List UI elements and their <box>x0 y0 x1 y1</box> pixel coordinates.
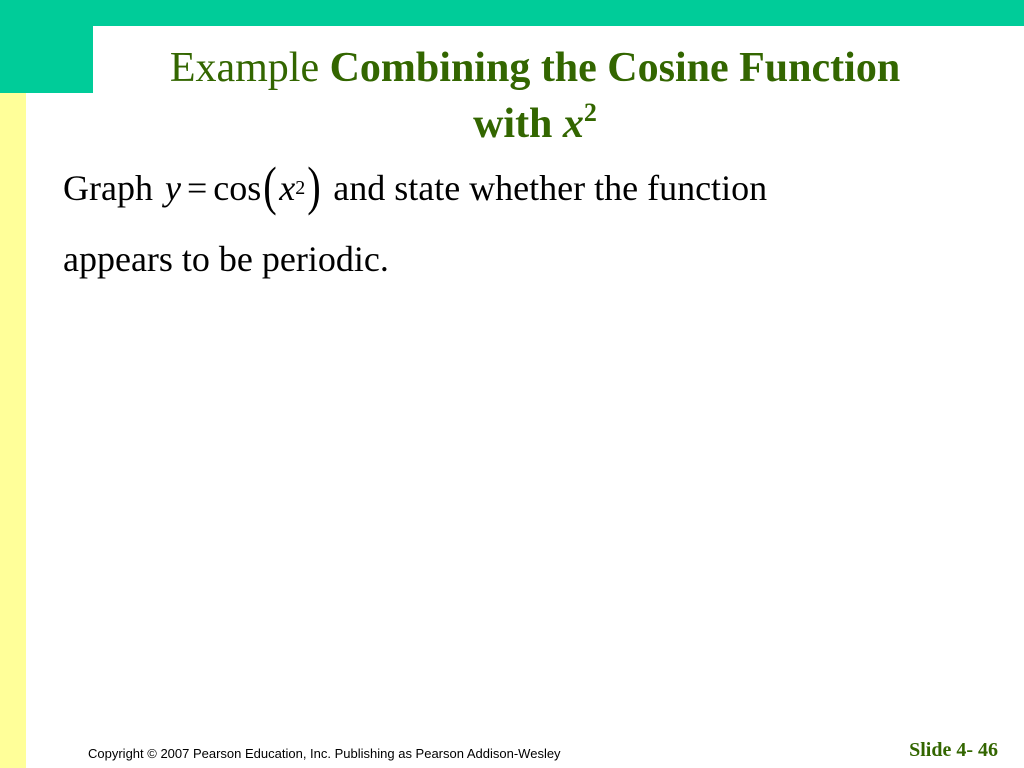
body-line-2: appears to be periodic. <box>63 239 389 279</box>
title-prefix: Example <box>169 45 320 91</box>
slide-number: Slide 4- 46 <box>909 739 998 761</box>
formula-y: y <box>164 168 181 208</box>
body-line-1-end: and state whether the function <box>333 168 768 208</box>
title-exponent: 2 <box>583 98 597 127</box>
formula: y = cos ( x 2 ) <box>164 156 321 216</box>
formula-open-paren: ( <box>263 156 278 216</box>
title-with: with <box>473 101 553 147</box>
top-accent-bar <box>0 0 1024 26</box>
body-line-1 <box>63 158 767 218</box>
title-line-2 <box>100 96 970 152</box>
title-variable: x <box>562 101 584 147</box>
slide-title <box>100 40 970 152</box>
title-line-1 <box>100 40 970 96</box>
copyright-notice: Copyright © 2007 Pearson Education, Inc. Publishing as Pearson Addison-Wesley <box>88 746 561 761</box>
formula-cos: cos <box>213 168 262 208</box>
body-graph-word: Graph <box>63 168 153 208</box>
title-main: Combining the Cosine Function <box>329 45 901 91</box>
formula-equals: = <box>186 168 208 208</box>
corner-accent-block <box>0 0 93 93</box>
left-accent-bar <box>0 93 26 768</box>
formula-x: x <box>279 168 296 208</box>
formula-close-paren: ) <box>307 156 321 216</box>
